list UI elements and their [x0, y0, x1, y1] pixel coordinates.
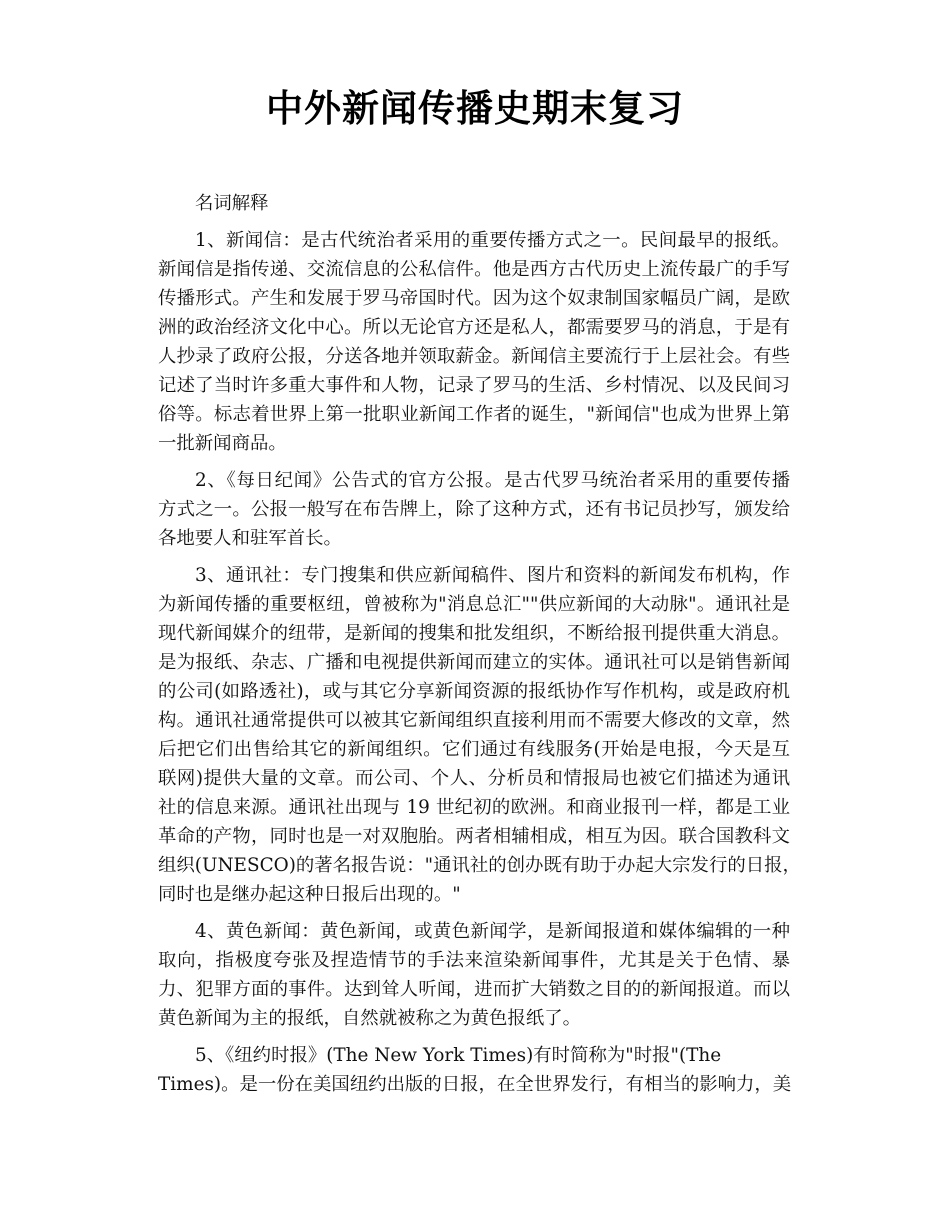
- text-line: Times)。是一份在美国纽约出版的日报，在全世界发行，有相当的影响力，美: [158, 1074, 792, 1095]
- text-line: 一批新闻商品。: [158, 433, 287, 454]
- section-heading-para: [158, 189, 790, 218]
- text-line: 传播形式。产生和发展于罗马帝国时代。因为这个奴隶制国家幅员广阔，是欧: [158, 288, 790, 309]
- text-line: 黄色新闻为主的报纸，自然就被称之为黄色报纸了。: [158, 1008, 581, 1029]
- text-line: 社的信息来源。通讯社出现与 19 世纪初的欧洲。和商业报刊一样，都是工业: [158, 797, 790, 818]
- text-line: 力、犯罪方面的事件。达到耸人听闻，进而扩大销数之目的的新闻报道。而以: [158, 979, 790, 1000]
- text-line: 革命的产物，同时也是一对双胞胎。两者相辅相成，相互为因。联合国教科文: [158, 826, 790, 847]
- paragraph-2: [158, 466, 790, 553]
- text-line: 4、黄色新闻：黄色新闻，或黄色新闻学，是新闻报道和媒体编辑的一种: [195, 921, 790, 942]
- document-title: 中外新闻传播史期末复习: [266, 87, 684, 130]
- text-line: 方式之一。公报一般写在布告牌上，除了这种方式，还有书记员抄写，颁发给: [158, 499, 790, 520]
- text-line: 取向，指极度夸张及捏造情节的手法来渲染新闻事件，尤其是关于色情、暴: [158, 950, 790, 971]
- text-line: 同时也是继办起这种日报后出现的。": [158, 884, 461, 905]
- text-line: 为新闻传播的重要枢纽，曾被称为"消息总汇""供应新闻的大动脉"。通讯社是: [158, 594, 790, 615]
- text-line: 各地要人和驻军首长。: [158, 528, 342, 549]
- text-line: 1、新闻信：是古代统治者采用的重要传播方式之一。民间最早的报纸。: [195, 230, 790, 251]
- paragraph-3: [158, 561, 801, 909]
- text-line: 人抄录了政府公报，分送各地并领取薪金。新闻信主要流行于上层社会。有些: [158, 346, 790, 367]
- paragraph-list: [158, 226, 801, 1099]
- text-line: 2、《每日纪闻》公告式的官方公报。是古代罗马统治者采用的重要传播: [195, 470, 790, 491]
- text-line: 新闻信是指传递、交流信息的公私信件。他是西方古代历史上流传最广的手写: [158, 259, 790, 280]
- text-line: 5、《纽约时报》(The New York Times)有时简称为"时报"(The: [195, 1045, 722, 1066]
- paragraph-4: [158, 917, 790, 1033]
- text-line: 的公司(如路透社)，或与其它分享新闻资源的报纸协作写作机构，或是政府机: [158, 681, 790, 702]
- text-line: 联网)提供大量的文章。而公司、个人、分析员和情报局也被它们描述为通讯: [158, 768, 790, 789]
- text-line: 现代新闻媒介的纽带，是新闻的搜集和批发组织，不断给报刊提供重大消息。: [158, 623, 790, 644]
- paragraph-1: [158, 226, 790, 458]
- text-line: 俗等。标志着世界上第一批职业新闻工作者的诞生，"新闻信"也成为世界上第: [158, 404, 790, 425]
- text-line: 洲的政治经济文化中心。所以无论官方还是私人，都需要罗马的消息，于是有: [158, 317, 790, 338]
- section-heading: 名词解释: [195, 193, 269, 214]
- text-line: 3、通讯社：专门搜集和供应新闻稿件、图片和资料的新闻发布机构，作: [195, 565, 790, 586]
- text-line: 后把它们出售给其它的新闻组织。它们通过有线服务(开始是电报，今天是互: [158, 739, 790, 760]
- text-line: 记述了当时许多重大事件和人物，记录了罗马的生活、乡村情况、以及民间习: [158, 375, 790, 396]
- text-line: 是为报纸、杂志、广播和电视提供新闻而建立的实体。通讯社可以是销售新闻: [158, 652, 790, 673]
- text-line: 构。通讯社通常提供可以被其它新闻组织直接利用而不需要大修改的文章，然: [158, 710, 790, 731]
- paragraph-5: [158, 1041, 790, 1099]
- document-body: [158, 189, 801, 1107]
- text-line: 组织(UNESCO)的著名报告说："通讯社的创办既有助于办起大宗发行的日报，: [158, 855, 801, 876]
